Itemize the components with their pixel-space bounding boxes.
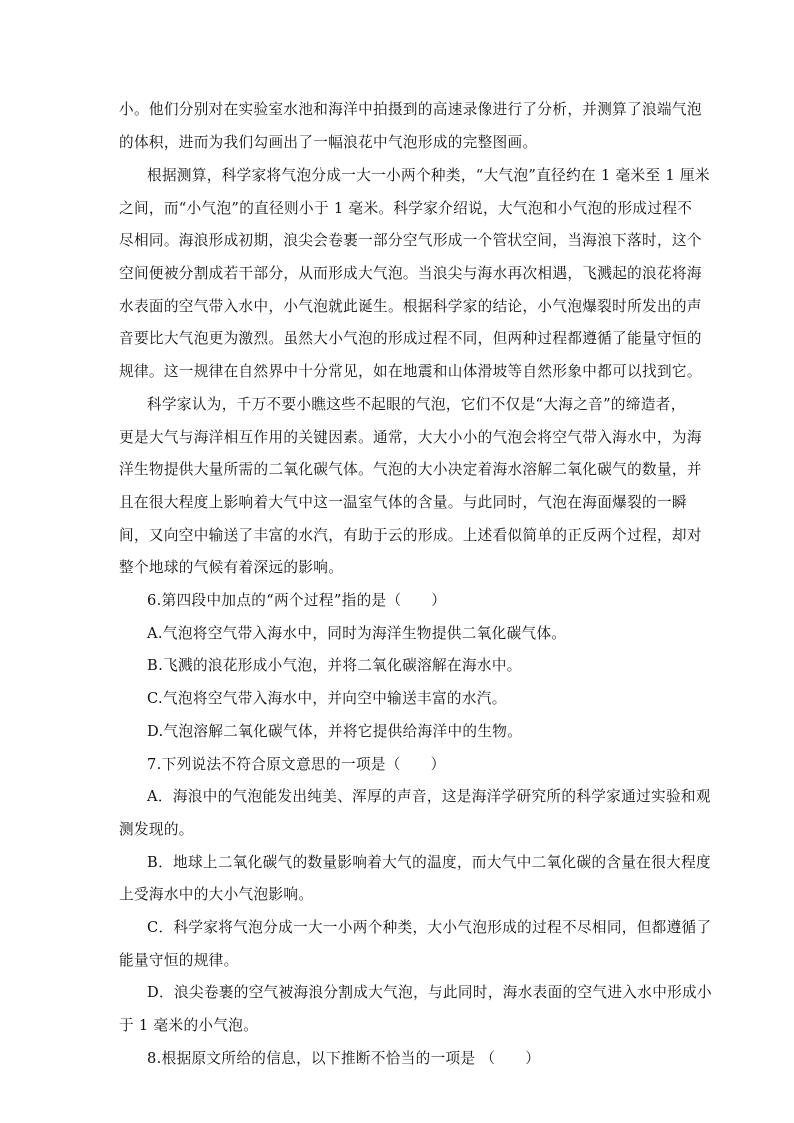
question-7-option-a-cont: 测发现的。 xyxy=(119,821,194,838)
text-line: 科学家认为，千万不要小瞧这些不起眼的气泡，它们不仅是“大海之音”的缔造者， xyxy=(147,396,686,413)
question-8: 8.根据原文所给的信息，以下推断不恰当的一项是 （ ） xyxy=(147,1050,541,1067)
text-line: 间，又向空中输送了丰富的水汽，有助于云的形成。上述看似简单的正反两个过程，却对 xyxy=(119,527,702,544)
text-line: 音要比大气泡更为激烈。虽然大小气泡的形成过程不同，但两种过程都遵循了能量守恒的 xyxy=(119,330,702,347)
question-7-option-d: D．浪尖卷裹的空气被海浪分割成大气泡，与此同时，海水表面的空气进入水中形成小 xyxy=(147,984,712,1001)
question-6-option-b: B.飞溅的浪花形成小气泡，并将二氧化碳溶解在海水中。 xyxy=(147,657,522,674)
text-line: 水表面的空气带入水中，小气泡就此诞生。根据科学家的结论，小气泡爆裂时所发出的声 xyxy=(119,298,702,315)
text-line: 且在很大程度上影响着大气中这一温室气体的含量。与此同时，气泡在海面爆裂的一瞬 xyxy=(119,494,687,511)
text-line: 规律。这一规律在自然界中十分常见，如在地震和山体滑坡等自然形象中都可以找到它。 xyxy=(119,363,702,380)
text-line: 的体积，进而为我们勾画出了一幅浪花中气泡形成的完整图画。 xyxy=(119,134,538,151)
question-7-option-c: C．科学家将气泡分成一大一小两个种类，大小气泡形成的过程不尽相同，但都遵循了 xyxy=(147,919,712,936)
text-line: 之间，而“小气泡”的直径则小于 1 毫米。科学家介绍说，大气泡和小气泡的形成过程不 xyxy=(119,200,693,217)
text-line: 根据测算，科学家将气泡分成一大一小两个种类，“大气泡”直径约在 1 毫米至 1 厘米 xyxy=(147,167,710,184)
text-line: 更是大气与海洋相互作用的关键因素。通常，大大小小的气泡会将空气带入海水中，为海 xyxy=(119,429,702,446)
text-line: 洋生物提供大量所需的二氧化碳气体。气泡的大小决定着海水溶解二氧化碳气的数量，并 xyxy=(119,461,702,478)
text-line: 尽相同。海浪形成初期，浪尖会卷裹一部分空气形成一个管状空间，当海浪下落时，这个 xyxy=(119,232,702,249)
question-7-option-a: A．海浪中的气泡能发出纯美、浑厚的声音，这是海洋学研究所的科学家通过实验和观 xyxy=(147,788,711,805)
question-7-option-d-cont: 于 1 毫米的小气泡。 xyxy=(119,1017,259,1034)
text-line: 小。他们分别对在实验室水池和海洋中拍摄到的高速录像进行了分析，并测算了浪端气泡 xyxy=(119,101,702,118)
text-line: 空间便被分割成若干部分，从而形成大气泡。当浪尖与海水再次相遇，飞溅起的浪花将海 xyxy=(119,265,702,282)
text-line: 整个地球的气候有着深远的影响。 xyxy=(119,559,344,576)
question-7: 7.下列说法不符合原文意思的一项是（ ） xyxy=(147,756,446,773)
question-7-option-c-cont: 能量守恒的规律。 xyxy=(119,952,239,969)
question-6: 6.第四段中加点的“两个过程”指的是（ ） xyxy=(147,592,447,609)
question-6-option-a: A.气泡将空气带入海水中，同时为海洋生物提供二氧化碳气体。 xyxy=(147,625,567,642)
question-6-option-d: D.气泡溶解二氧化碳气体，并将它提供给海洋中的生物。 xyxy=(147,723,523,740)
question-7-option-b: B．地球上二氧化碳气的数量影响着大气的温度，而大气中二氧化碳的含量在很大程度 xyxy=(147,854,711,871)
question-7-option-b-cont: 上受海水中的大小气泡影响。 xyxy=(119,886,314,903)
question-6-option-c: C.气泡将空气带入海水中，并向空中输送丰富的水汽。 xyxy=(147,690,507,707)
